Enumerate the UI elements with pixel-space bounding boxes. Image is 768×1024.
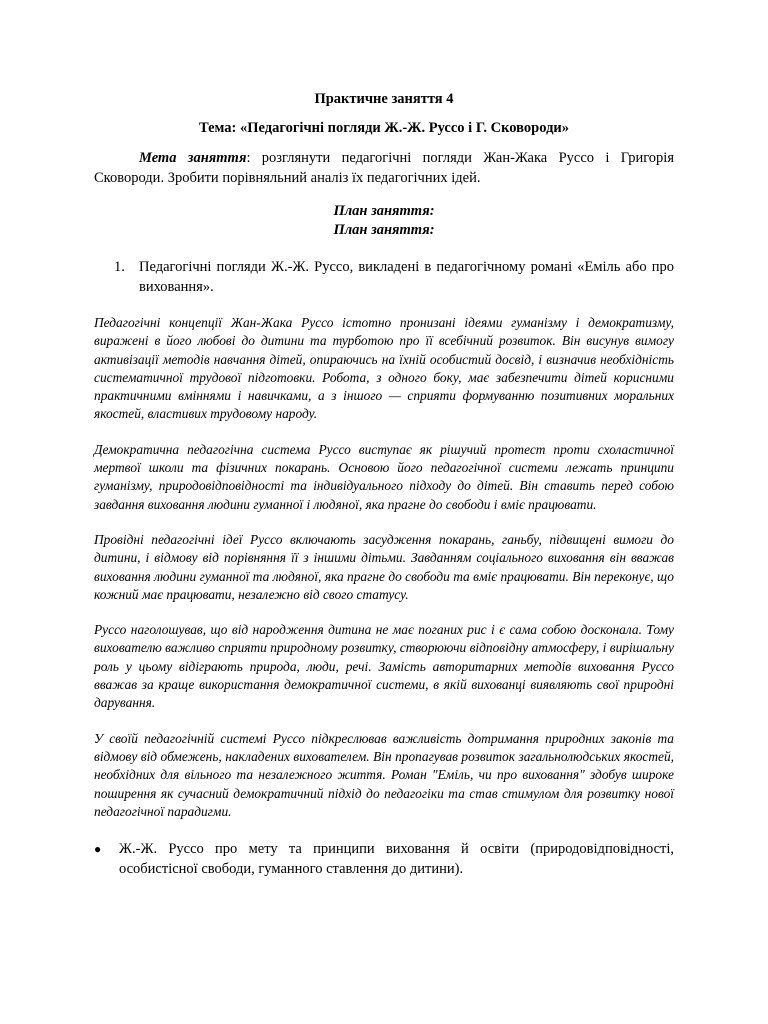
- plan-item-1: [94, 257, 674, 297]
- goal-label: Мета заняття: [139, 150, 247, 166]
- lesson-heading: Практичне заняття 4: [314, 91, 454, 107]
- bullet-item: [94, 839, 674, 879]
- plan-item-text: Педагогічні погляди Ж.-Ж. Руссо, викладені в педагогічному романі «Еміль або про виховання».: [139, 259, 674, 295]
- paragraph-5: У своїй педагогічній системі Руссо підкреслював важливість дотримання природних законів та відмову від обмежень, накладених вихователем. Він пропагував розвиток загальнолюдських якостей, необхідних для вільного та незалежного життя. Роман "Еміль, чи про виховання" здобув широке поширення як сучасний демократичний підхід до педагогіки та став стимулом для розвитку нової педагогічної парадигми.: [94, 730, 674, 819]
- bullet-icon: ●: [94, 842, 102, 857]
- document-page: [94, 78, 674, 879]
- paragraph-4: Руссо наголошував, що від народження дитина не має поганих рис і є сама собою досконала. Тому вихователю важливо сприяти природному розвитку, створюючи відповідну атмосферу, і вирішальну роль у цьому відіграють природа, люди, речі. Замість авторитарних методів виховання Руссо вважав за краще використання демократичної системи, в якій вихованці виявляють свої природні дарування.: [94, 622, 674, 711]
- plan-title: План заняття:: [333, 203, 435, 219]
- bullet-text: Ж.-Ж. Руссо про мету та принципи виховання й освіти (природовідповідності, особистісної свободи, гуманного ставлення до дитини).: [119, 841, 674, 878]
- lesson-topic: Тема: «Педагогічні погляди Ж.-Ж. Руссо і Г. Сковороди»: [198, 120, 570, 136]
- plan-title-repeat: План заняття:: [333, 222, 435, 238]
- lesson-goal: [94, 148, 674, 188]
- paragraph-3: Провідні педагогічні ідеї Руссо включають засудження покарань, ганьбу, підвищені вимоги до дитини, і відмову від порівняння її з іншими дітьми. Завданням соціального виховання він вважав виховання людини гуманної та людяної, яка прагне до свободи та вміє працювати. Він переконує, що кожний має працювати, незалежно від свого статусу.: [94, 531, 674, 602]
- goal-text: : розглянути педагогічні погляди Жан-Жака Руссо і Григорія Сковороди. Зробити порівняльний аналіз їх педагогічних ідей.: [94, 150, 674, 186]
- paragraph-1: Педагогічні концепції Жан-Жака Руссо істотно пронизані ідеями гуманізму і демократизму, виражені в його любові до дитини та турботою про її всебічний розвиток. Він висунув вимогу активізації методів навчання дітей, опираючись на їхній особистий досвід, і визначив необхідність систематичної трудової підготовки. Робота, з одного боку, має забезпечити дітей корисними практичними вміннями і навичками, а з іншого — сприяти формуванню позитивних моральних якостей, властивих трудовому народу.: [94, 315, 674, 422]
- paragraph-2: Демократична педагогічна система Руссо виступає як рішучий протест проти схоластичної мертвої школи та фізичних покарань. Основою його педагогічної системи лежать принципи гуманізму, природовідповідності та індивідуального підходу до дітей. Він ставить перед собою завдання виховання людини гуманної і людяної, яка прагне до свободи і вміє працювати.: [94, 441, 674, 512]
- plan-item-number: 1.: [114, 259, 125, 275]
